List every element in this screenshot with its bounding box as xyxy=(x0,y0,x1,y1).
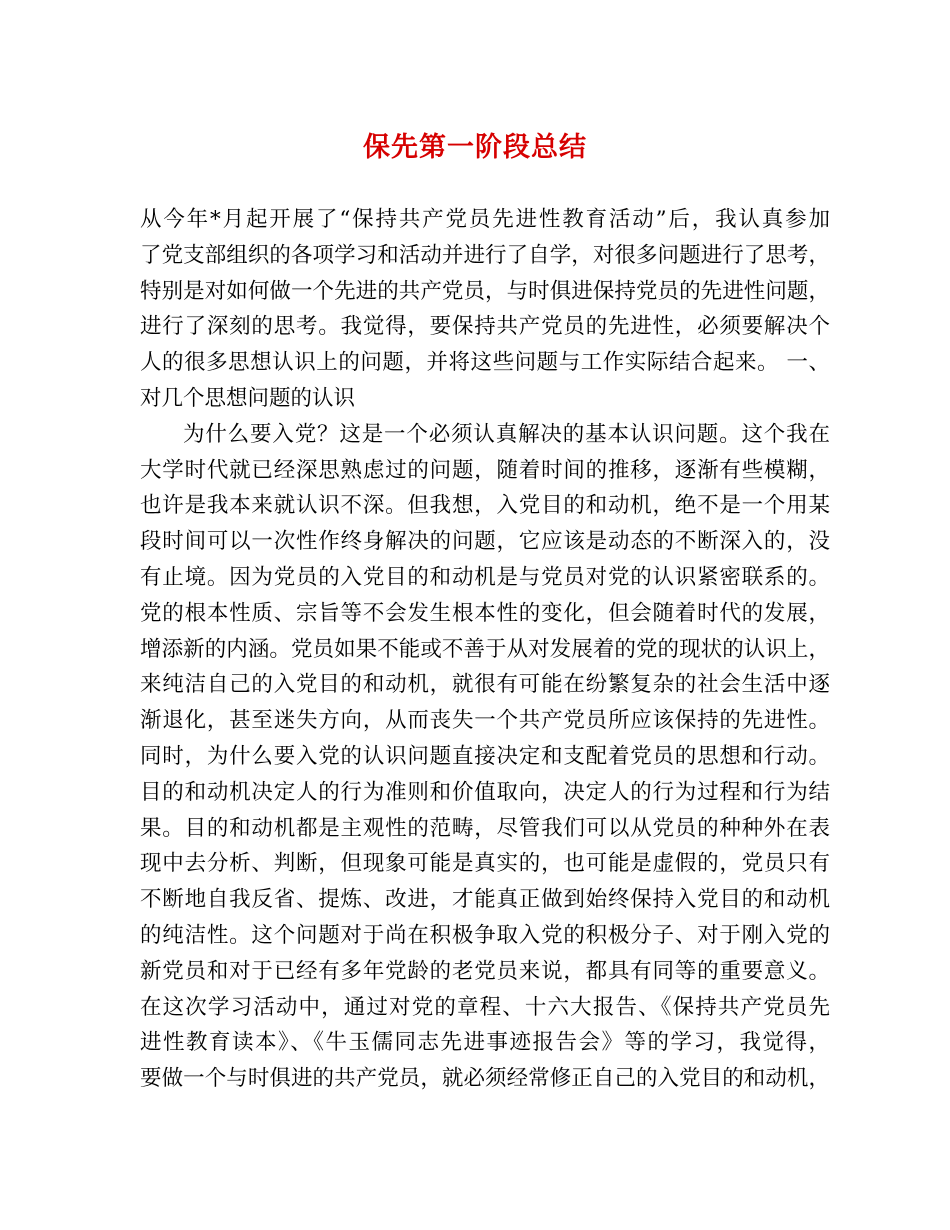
text-line: 渐退化，甚至迷失方向，从而丧失一个共产党员所应该保持的先进性。 xyxy=(140,708,830,734)
document-body xyxy=(140,202,830,1097)
text-line: 人的很多思想认识上的问题，并将这些问题与工作实际结合起来。 一、 xyxy=(140,350,830,376)
text-line: 为什么要入党？这是一个必须认真解决的基本认识问题。这个我在 xyxy=(183,421,830,447)
text-line: 了党支部组织的各项学习和活动并进行了自学，对很多问题进行了思考， xyxy=(140,242,830,268)
text-line: 特别是对如何做一个先进的共产党员，与时俱进保持党员的先进性问题， xyxy=(140,278,830,304)
text-line: 目的和动机决定人的行为准则和价值取向，决定人的行为过程和行为结 xyxy=(140,779,830,805)
text-line: 不断地自我反省、提炼、改进，才能真正做到始终保持入党目的和动机 xyxy=(140,887,830,913)
text-line: 段时间可以一次性作终身解决的问题，它应该是动态的不断深入的，没 xyxy=(140,529,830,555)
text-line: 从今年*月起开展了“保持共产党员先进性教育活动”后，我认真参加 xyxy=(140,207,830,232)
text-line: 同时，为什么要入党的认识问题直接决定和支配着党员的思想和行动。 xyxy=(140,743,830,769)
text-line: 果。目的和动机都是主观性的范畴，尽管我们可以从党员的种种外在表 xyxy=(140,815,830,841)
text-line: 大学时代就已经深思熟虑过的问题，随着时间的推移，逐渐有些模糊， xyxy=(140,457,830,483)
document-title: 保先第一阶段总结 xyxy=(363,132,587,163)
text-line: 有止境。因为党员的入党目的和动机是与党员对党的认识紧密联系的。 xyxy=(140,564,830,590)
text-line: 来纯洁自己的入党目的和动机，就很有可能在纷繁复杂的社会生活中逐 xyxy=(140,672,830,698)
text-line: 要做一个与时俱进的共产党员，就必须经常修正自己的入党目的和动机， xyxy=(140,1066,830,1092)
text-line: 也许是我本来就认识不深。但我想，入党目的和动机，绝不是一个用某 xyxy=(140,493,830,519)
text-line: 在这次学习活动中，通过对党的章程、十六大报告、《保持共产党员先 xyxy=(140,994,830,1020)
text-line: 进性教育读本》、《牛玉儒同志先进事迹报告会》等的学习，我觉得， xyxy=(140,1030,830,1056)
text-line: 对几个思想问题的认识 xyxy=(140,385,356,411)
text-line: 现中去分析、判断，但现象可能是真实的，也可能是虚假的，党员只有 xyxy=(140,851,830,877)
text-line: 的纯洁性。这个问题对于尚在积极争取入党的积极分子、对于刚入党的 xyxy=(140,922,830,948)
text-line: 党的根本性质、宗旨等不会发生根本性的变化，但会随着时代的发展， xyxy=(140,600,830,626)
text-line: 增添新的内涵。党员如果不能或不善于从对发展着的党的现状的认识上， xyxy=(140,636,830,662)
text-line: 新党员和对于已经有多年党龄的老党员来说，都具有同等的重要意义。 xyxy=(140,958,830,984)
text-line: 进行了深刻的思考。我觉得，要保持共产党员的先进性，必须要解决个 xyxy=(140,314,830,340)
